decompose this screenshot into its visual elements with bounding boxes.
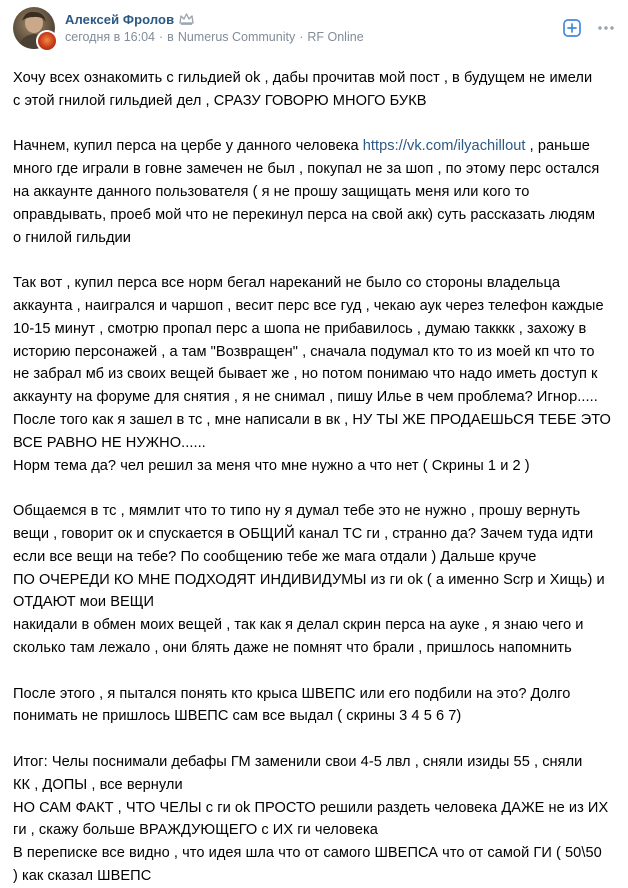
- post-line: аккаунту на форуме для снятия , я не снимал , пишу Илье в чем проблема? Игнор.....: [13, 389, 598, 406]
- post-line: много где играли в говне замечен не был , покупал не за шоп , по этому перс остался: [13, 161, 600, 178]
- author-row: [65, 11, 194, 27]
- post-line: понимать не пришлось ШВЕПС сам все выдал ( скрины 3 4 5 6 7): [13, 708, 462, 725]
- post-time[interactable]: сегодня в 16:04: [65, 30, 155, 44]
- crown-icon: [179, 13, 194, 25]
- post-text: [13, 67, 621, 888]
- post-line: с этой гнилой гильдией дел , СРАЗУ ГОВОРЮ МНОГО БУКВ: [13, 92, 427, 109]
- avatar-badge-icon: [38, 32, 56, 50]
- meta-separator: ·: [299, 30, 304, 44]
- post-line: 10-15 минут , смотрю пропал перс а шопа не прибавилось , думаю такккк , захожу в: [13, 320, 587, 337]
- add-post-icon[interactable]: [563, 19, 581, 37]
- post-meta: [65, 29, 364, 45]
- post-line: аккаунта , наигрался и чаршоп , весит перс все гуд , чекаю аук через телефон каждые: [13, 297, 604, 314]
- paragraph-gap: [13, 249, 621, 272]
- post-line: на аккаунте данного пользователя ( я не прошу защищать меня или кого то: [13, 183, 530, 200]
- post-line: НО САМ ФАКТ , ЧТО ЧЕЛЫ с ги ok ПРОСТО решили раздеть человека ДАЖЕ не из ИХ: [13, 799, 609, 816]
- post-text-fragment: , раньше: [525, 138, 590, 155]
- post-line: накидали в обмен моих вещей , так как я делал скрин перса на ауке , я знаю чего и: [13, 617, 584, 634]
- post-line: В переписке все видно , что идея шла что от самого ШВЕПСА что от самой ГИ ( 50\50: [13, 845, 602, 862]
- post-line: сколько там лежало , они блять даже не помнят что брали , пришлось напомнить: [13, 639, 572, 656]
- post-line: После этого , я пытался понять кто крыса ШВЕПС или его подбили на это? Долго: [13, 685, 571, 702]
- post-line: Итог: Челы поснимали дебафы ГМ заменили свои 4-5 лвл , сняли изиды 55 , сняли: [13, 753, 583, 770]
- post-line: [13, 135, 621, 158]
- post-line: Так вот , купил перса все норм бегал нареканий не было со стороны владельца: [13, 275, 561, 292]
- community-prefix: в: [167, 30, 174, 44]
- post-line: КК , ДОПЫ , все вернули: [13, 776, 183, 793]
- post-line: После того как я зашел в тс , мне написали в вк , НУ ТЫ ЖЕ ПРОДАЕШЬСЯ ТЕБЕ ЭТО: [13, 411, 611, 428]
- post-line: ВСЕ РАВНО НЕ НУЖНО......: [13, 434, 206, 451]
- post-line: Норм тема да? чел решил за меня что мне нужно а что нет ( Скрины 1 и 2 ): [13, 457, 530, 474]
- post-line: Хочу всех ознакомить с гильдией ok , дабы прочитав мой пост , в будущем не имели: [13, 70, 593, 86]
- paragraph-gap: [13, 113, 621, 136]
- post-text-fragment: Начнем, купил перса на цербе у данного человека: [13, 138, 363, 155]
- post-line: если все вещи на тебе? По сообщению тебе же мага отдали ) Дальше круче: [13, 548, 537, 565]
- author-name[interactable]: Алексей Фролов: [65, 11, 175, 27]
- more-icon[interactable]: [597, 19, 615, 37]
- meta-separator: ·: [159, 30, 164, 44]
- post-line: ) как сказал ШВЕПС: [13, 867, 152, 884]
- community-link[interactable]: Numerus Community: [177, 30, 296, 44]
- paragraph-gap: [13, 660, 621, 683]
- post-line: Общаемся в тс , мямлит что то типо ну я думал тебе это не нужно , прошу вернуть: [13, 503, 581, 520]
- post-line: ОТДАЮТ мои ВЕЩИ: [13, 594, 155, 611]
- paragraph-gap: [13, 477, 621, 500]
- server-topic[interactable]: RF Online: [307, 30, 364, 44]
- post-line: о гнилой гильдии: [13, 229, 131, 246]
- paragraph-gap: [13, 728, 621, 751]
- post-line: ги , скажу больше ВРАЖДУЮЩЕГО с ИХ ги человека: [13, 822, 378, 839]
- post-line: историю персонажей , а там "Возвращен" , сначала подумал кто то из моей кп что то: [13, 343, 595, 360]
- avatar-badge: [36, 30, 58, 52]
- post-line: вещи , говорит ок и спускается в ОБЩИЙ канал ТС ги , странно да? Зачем туда идти: [13, 525, 594, 542]
- post-line: не забрал мб из своих вещей бывает же , но потом понимаю что надо иметь доступ к: [13, 366, 598, 383]
- post-line: ПО ОЧЕРЕДИ КО МНЕ ПОДХОДЯТ ИНДИВИДУМЫ из ги ok ( а именно Scrp и Хищь) и: [13, 571, 605, 588]
- post-line: оправдывать, проеб мой что не перекинул перса на свой акк) суть рассказать людям: [13, 206, 596, 223]
- post-header: [0, 0, 628, 60]
- profile-link[interactable]: https://vk.com/ilyachillout: [362, 138, 526, 155]
